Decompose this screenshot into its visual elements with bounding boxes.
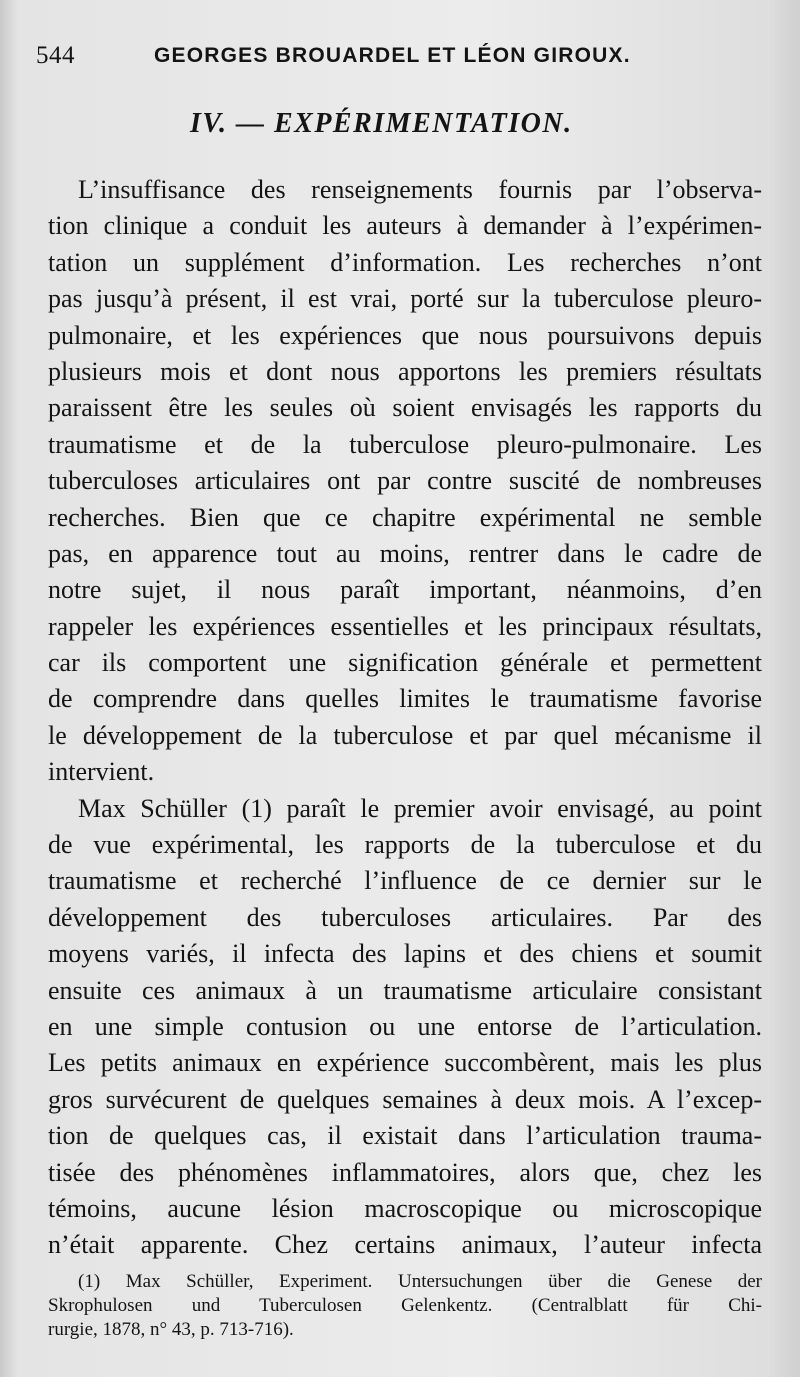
text-line: le développement de la tuberculose et par quel mécanisme il xyxy=(48,720,762,750)
text-line: L’insuffisance des renseignements fournis par l’observa- xyxy=(78,175,762,204)
text-line: traumatisme et de la tuberculose pleuro-pulmonaire. Les xyxy=(48,429,762,459)
text-line: car ils comportent une signification générale et permettent xyxy=(48,648,762,678)
text-line: tisée des phénomènes inflammatoires, alors que, chez les xyxy=(48,1157,762,1187)
text-line: tuberculoses articulaires ont par contre suscité de nombreuses xyxy=(48,466,762,496)
page-number: 544 xyxy=(36,42,75,69)
text-line: ensuite ces animaux à un traumatisme articulaire consistant xyxy=(48,975,762,1005)
body-text xyxy=(48,172,762,1264)
text-line: gros survécurent de quelques semaines à deux mois. A l’excep- xyxy=(48,1084,762,1114)
text-line: développement des tuberculoses articulaires. Par des xyxy=(48,902,762,932)
text-line: paraissent être les seules où soient envisagés les rapports du xyxy=(48,393,762,423)
text-line: notre sujet, il nous paraît important, néanmoins, d’en xyxy=(48,575,762,605)
text-line: en une simple contusion ou une entorse de l’articulation. xyxy=(48,1011,762,1041)
section-heading: IV. — EXPÉRIMENTATION. xyxy=(190,108,573,139)
text-line: moyens variés, il infecta des lapins et des chiens et soumit xyxy=(48,939,762,969)
text-line: pulmonaire, et les expériences que nous poursuivons depuis xyxy=(48,320,762,350)
text-line: pas jusqu’à présent, il est vrai, porté sur la tuberculose pleuro- xyxy=(48,284,762,314)
text-line: de vue expérimental, les rapports de la tuberculose et du xyxy=(48,830,762,860)
text-line: recherches. Bien que ce chapitre expérimental ne semble xyxy=(48,502,762,532)
text-line: Les petits animaux en expérience succombèrent, mais les plus xyxy=(48,1048,762,1078)
text-line: traumatisme et recherché l’influence de ce dernier sur le xyxy=(48,866,762,896)
text-line: tation un supplément d’information. Les recherches n’ont xyxy=(48,247,762,277)
footnote-line: Skrophulosen und Tuberculosen Gelenkentz. (Centralblatt für Chi- xyxy=(48,1295,762,1316)
text-line: tion clinique a conduit les auteurs à demander à l’expérimen- xyxy=(48,211,762,241)
text-line: plusieurs mois et dont nous apportons les premiers résultats xyxy=(48,356,762,386)
text-line: intervient. xyxy=(48,757,155,787)
text-line: n’était apparente. Chez certains animaux, l’auteur infecta xyxy=(48,1230,762,1260)
footnote-line: rurgie, 1878, n° 43, p. 713-716). xyxy=(48,1319,294,1340)
text-line: rappeler les expériences essentielles et les principaux résultats, xyxy=(48,611,762,641)
text-line: Max Schüller (1) paraît le premier avoir envisagé, au point xyxy=(78,793,762,823)
running-header xyxy=(36,42,776,78)
text-line: pas, en apparence tout au moins, rentrer dans le cadre de xyxy=(48,538,762,568)
text-line: témoins, aucune lésion macroscopique ou microscopique xyxy=(48,1193,762,1223)
text-line: tion de quelques cas, il existait dans l’articulation trauma- xyxy=(48,1121,762,1151)
footnote-line: (1) Max Schüller, Experiment. Untersuchungen über die Genese der xyxy=(78,1271,762,1292)
running-title: GEORGES BROUARDEL ET LÉON GIROUX. xyxy=(154,44,631,67)
footnotes xyxy=(48,1270,762,1342)
text-line: de comprendre dans quelles limites le traumatisme favorise xyxy=(48,684,762,714)
